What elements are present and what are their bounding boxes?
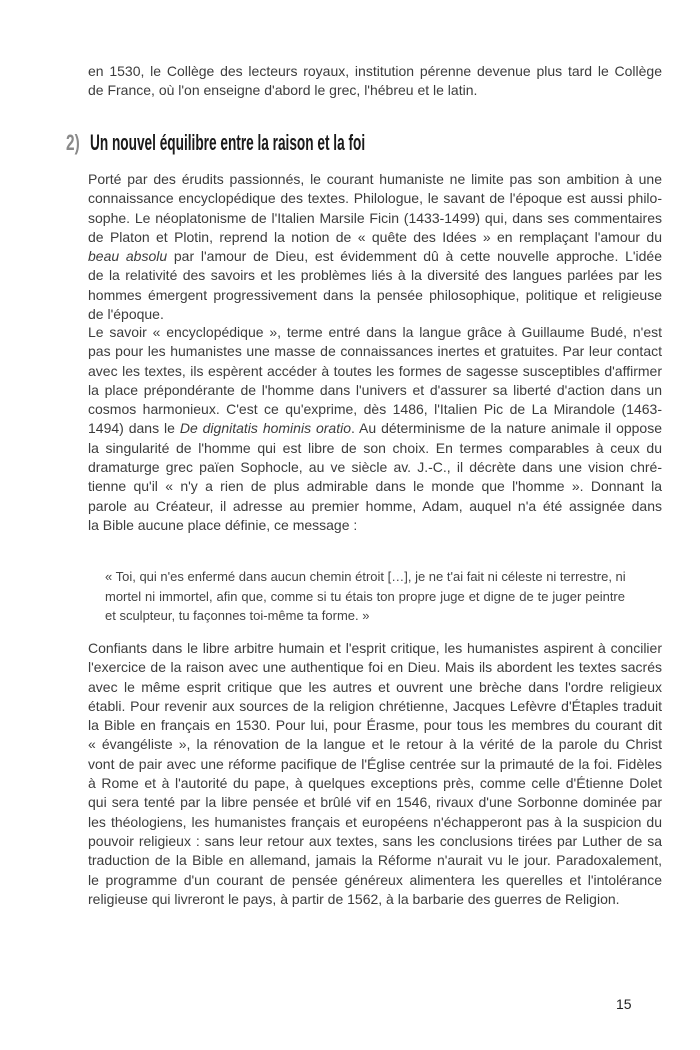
text-line [88,658,662,677]
paragraph-2 [88,323,662,535]
text-line [88,871,662,890]
text-line [88,362,662,381]
section-heading [66,130,534,156]
italic-title: beau absolu [88,248,168,265]
text-line [88,697,662,716]
text-line [88,189,662,208]
text-segment: vont de pair avec une réforme pacifique de l'Église centrée sur la primauté de la foi. Fidèles [88,755,662,772]
text-segment: sophe. Le néoplatonisme de l'Italien Marsile Ficin (1433-1499) qui, dans ses commentaires [88,209,662,226]
text-line [88,228,662,247]
text-segment: de l'époque. [88,306,164,323]
text-segment: de France, où l'on enseigne d'abord le grec, l'hébreu et le latin. [88,82,478,99]
text-line [88,890,662,909]
text-line [88,458,662,477]
text-segment: 1494) dans le [88,420,180,437]
text-segment: dramaturge grec païen Sophocle, au ve siècle av. J.-C., il décrète dans une vision chré- [88,459,662,476]
section-number: 2) [66,130,80,155]
text-segment: connaissance encyclopédique des textes. Philologue, le savant de l'époque est aussi philo- [88,190,662,207]
text-segment: la singularité de l'homme qui est libre de son choix. En termes comparables à ceux du [88,439,662,456]
text-segment: mortel ni immortel, afin que, comme si tu étais ton propre juge et digne de te juger peintre [105,588,625,604]
text-segment: établi. Pour revenir aux sources de la religion chrétienne, Jacques Lefèvre d'Étaples traduit [88,697,662,714]
page-number: 15 [616,996,632,1012]
text-line [88,62,662,81]
text-line [88,323,662,342]
text-line [88,342,662,361]
text-segment: par l'amour de Dieu, est évidemment dû à cette nouvelle approche. L'idée [167,248,663,265]
text-line [88,793,662,812]
text-segment: hommes émergent progressivement dans la pensée philosophique, politique et religieuse [88,286,662,303]
italic-title: De dignitatis hominis oratio [179,420,352,437]
text-line [88,774,662,793]
text-segment: à Rome et à l'autorité du pape, à quelques exceptions près, comme celle d'Étienne Dolet [88,775,662,792]
text-segment: la Bible aucune place définie, ce message : [88,516,358,533]
text-line [88,400,662,419]
text-segment: la Bible en français en 1530. Pour lui, pour Érasme, pour tous les membres du courant dit [88,717,662,734]
intro-paragraph [88,62,662,101]
text-line [88,305,662,324]
text-line [88,716,662,735]
text-line [88,678,662,697]
text-segment: pouvoir religieux : sans leur retour aux textes, sans les conclusions tirées par Luther de sa [88,832,662,849]
text-line [88,247,662,266]
text-segment: l'exercice de la raison avec une authentique foi en Dieu. Mais ils abordent les textes sacrés [88,659,662,676]
text-segment: Le savoir « encyclopédique », terme entré dans la langue grâce à Guillaume Budé, n'est [88,324,662,340]
text-line [88,851,662,870]
text-line [88,755,662,774]
text-segment: le programme d'un courant de pensée généreux alimentera les querelles et l'intolérance [88,871,662,888]
text-segment: la place prépondérante de l'homme dans l'univers et d'assurer sa liberté d'action dans un [88,381,662,398]
text-line [105,567,625,587]
text-line [88,286,662,305]
text-line [105,606,625,626]
section-title: Un nouvel équilibre entre la raison et la foi [90,130,366,155]
text-line [88,209,662,228]
text-line [88,170,662,189]
text-line [88,497,662,516]
text-segment: traduction de la Bible en allemand, jamais la Réforme n'aurait vu le jour. Paradoxalement, [88,852,662,869]
paragraph-1 [88,170,662,324]
text-segment: qui sera tenté par la libre pensée et brûlé vif en 1546, rivaux d'une Sorbonne dominée par [88,794,662,811]
text-segment: religieuse qui livreront le pays, à partir de 1562, à la barbarie des guerres de Religion. [88,890,620,907]
text-line [88,639,662,658]
text-segment: . Au déterminisme de la nature animale il oppose [351,420,662,437]
text-segment: tienne qu'il « n'y a rien de plus admirable dans le monde que l'homme ». Donnant la [88,478,662,495]
text-line [88,735,662,754]
text-segment: Confiants dans le libre arbitre humain et l'esprit critique, les humanistes aspirent à concilier [88,640,662,656]
text-line [88,81,662,100]
text-line [88,439,662,458]
text-segment: avec les textes, ils espèrent accéder à toutes les formes de sagesse susceptibles d'affirmer [88,362,662,379]
text-line [88,813,662,832]
text-segment: et sculpteur, tu façonnes toi-même ta forme. » [105,608,370,623]
text-line [105,587,625,607]
text-line [88,419,662,438]
text-segment: cosmos harmonieux. C'est ce qu'exprime, dès 1486, l'Italien Pic de La Mirandole (1463- [88,401,662,418]
paragraph-3 [88,639,662,909]
text-line [88,381,662,400]
text-segment: en 1530, le Collège des lecteurs royaux, institution pérenne devenue plus tard le Collège [88,63,662,79]
text-line [88,477,662,496]
text-segment: Porté par des érudits passionnés, le courant humaniste ne limite pas son ambition à une [88,171,662,187]
text-segment: de la relativité des savoirs et les problèmes liés à la diversité des langues parlées par les [88,267,662,284]
text-segment: les théologiens, les humanistes français et européens n'échapperont pas à la suspicion du [88,813,662,830]
text-segment: « évangéliste », la rénovation de la langue et le retour à la vérité de la parole du Christ [88,736,662,753]
text-line [88,516,662,535]
text-line [88,266,662,285]
text-segment: parole au Créateur, il adresse au premier homme, Adam, auquel n'a été assignée dans [88,497,662,514]
block-quote [105,567,625,626]
text-segment: de Platon et Plotin, reprend la notion de « quête des Idées » en remplaçant l'amour du [88,228,662,245]
text-line [88,832,662,851]
text-segment: pas pour les humanistes une masse de connaissances inertes et gratuites. Par leur contact [88,343,662,360]
text-segment: « Toi, qui n'es enfermé dans aucun chemin étroit […], je ne t'ai fait ni céleste ni terrestre, ni [105,569,626,584]
text-segment: avec le même esprit critique que les autres et ouvrent une brèche dans l'ordre religieux [88,678,662,695]
